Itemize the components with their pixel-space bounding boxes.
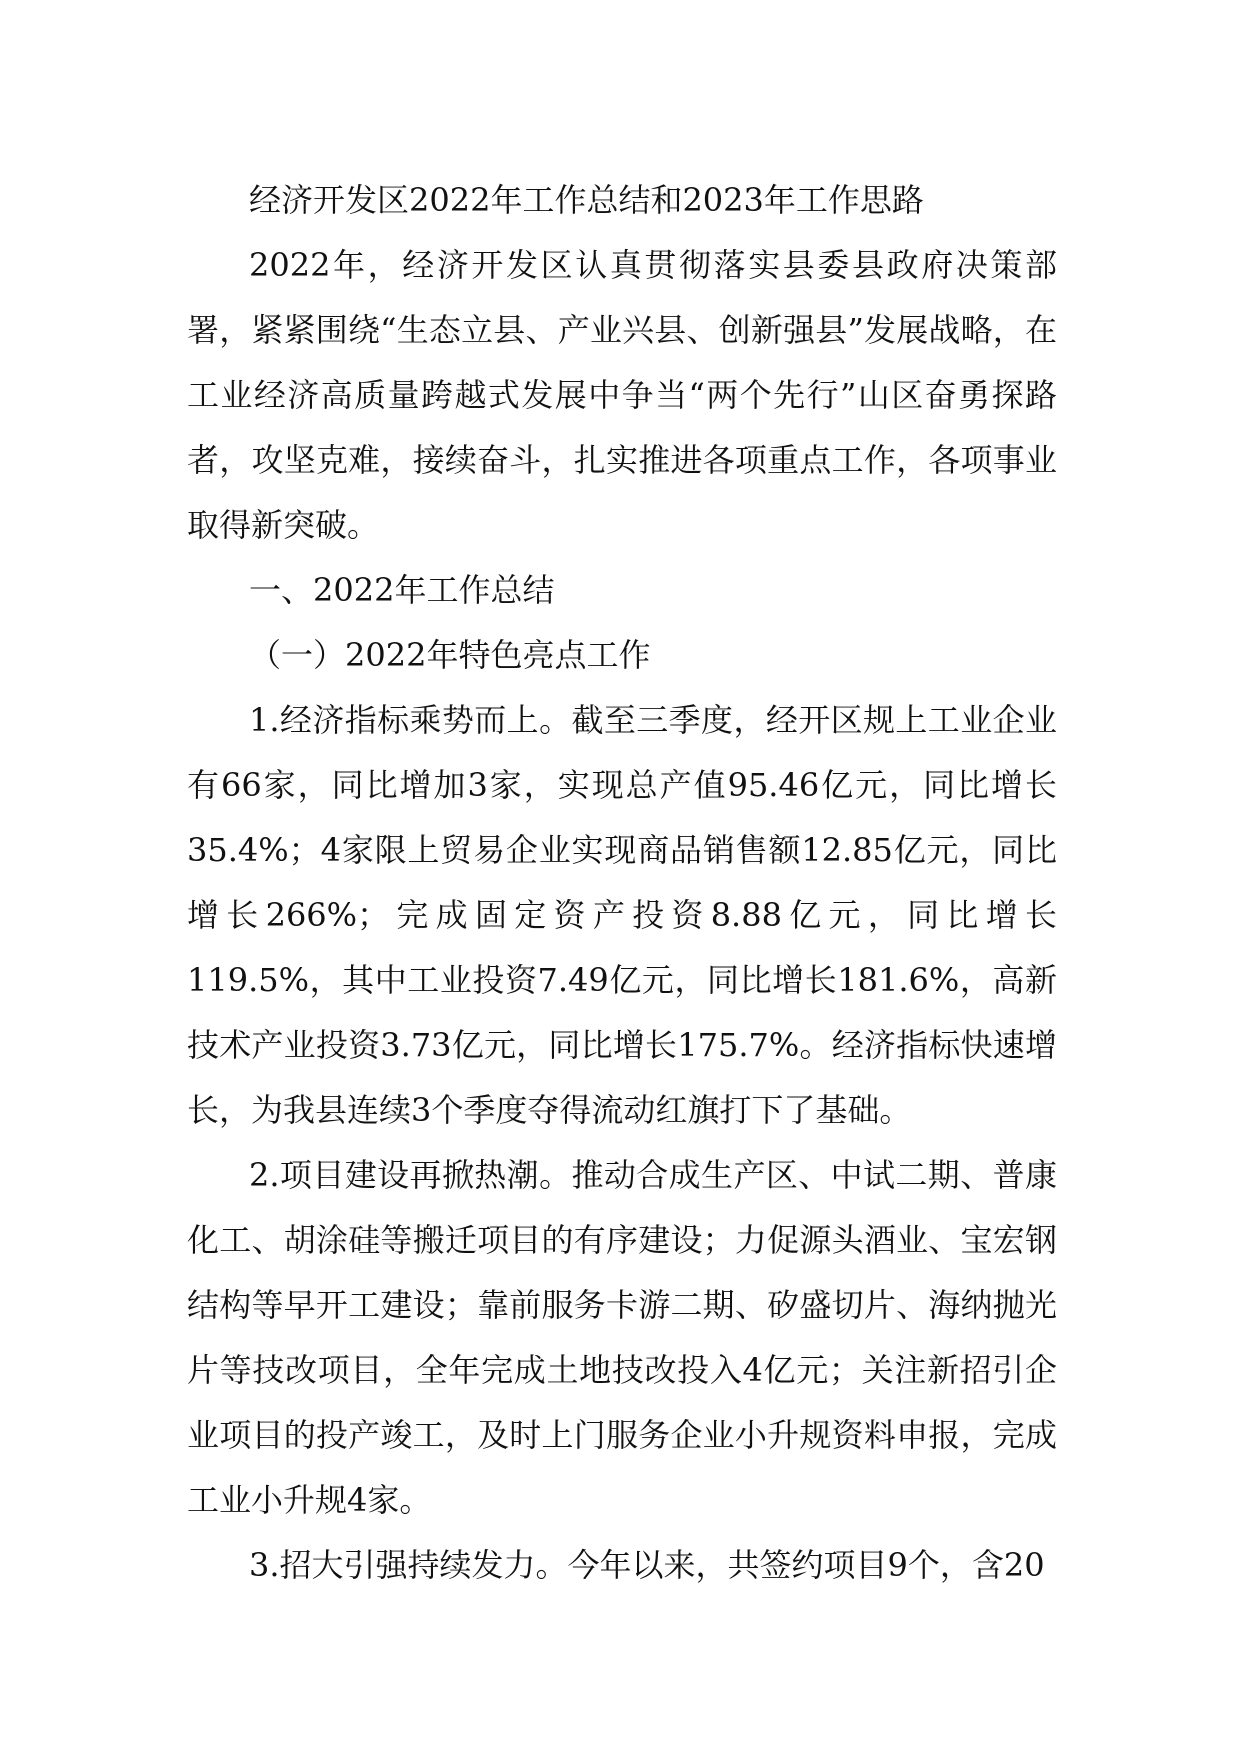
section-heading: 一、2022年工作总结 [249, 571, 555, 609]
item-paragraph-2: 2.项目建设再掀热潮。推动合成生产区、中试二期、普康化工、胡涂硅等搬迁项目的有序建设；力促源头酒业、宝宏钢结构等早开工建设；靠前服务卡游二期、矽盛切片、海纳抛光片等技改项目，全年完成土地技改投入4亿元；关注新招引企业项目的投产竣工，及时上门服务企业小升规资料申报，完成工业小升规4家。 [187, 1156, 1057, 1519]
intro-paragraph: 2022年，经济开发区认真贯彻落实县委县政府决策部署，紧紧围绕“生态立县、产业兴县、创新强县”发展战略，在工业经济高质量跨越式发展中争当“两个先行”山区奋勇探路者，攻坚克难，接续奋斗，扎实推进各项重点工作，各项事业取得新突破。 [187, 246, 1057, 544]
item-paragraph-1: 1.经济指标乘势而上。截至三季度，经开区规上工业企业有66家，同比增加3家，实现总产值95.46亿元，同比增长35.4%；4家限上贸易企业实现商品销售额12.85亿元，同比增长266%；完成固定资产投资8.88亿元，同比增长119.5%，其中工业投资7.49亿元，同比增长181.6%，高新技术产业投资3.73亿元，同比增长175.7%。经济指标快速增长，为我县连续3个季度夺得流动红旗打下了基础。 [187, 701, 1057, 1129]
document-body [187, 168, 1057, 1598]
subsection-heading: （一）2022年特色亮点工作 [249, 636, 651, 674]
item-paragraph-3: 3.招大引强持续发力。今年以来，共签约项目9个，含20 [249, 1546, 1045, 1584]
document-title: 经济开发区2022年工作总结和2023年工作思路 [249, 181, 924, 219]
